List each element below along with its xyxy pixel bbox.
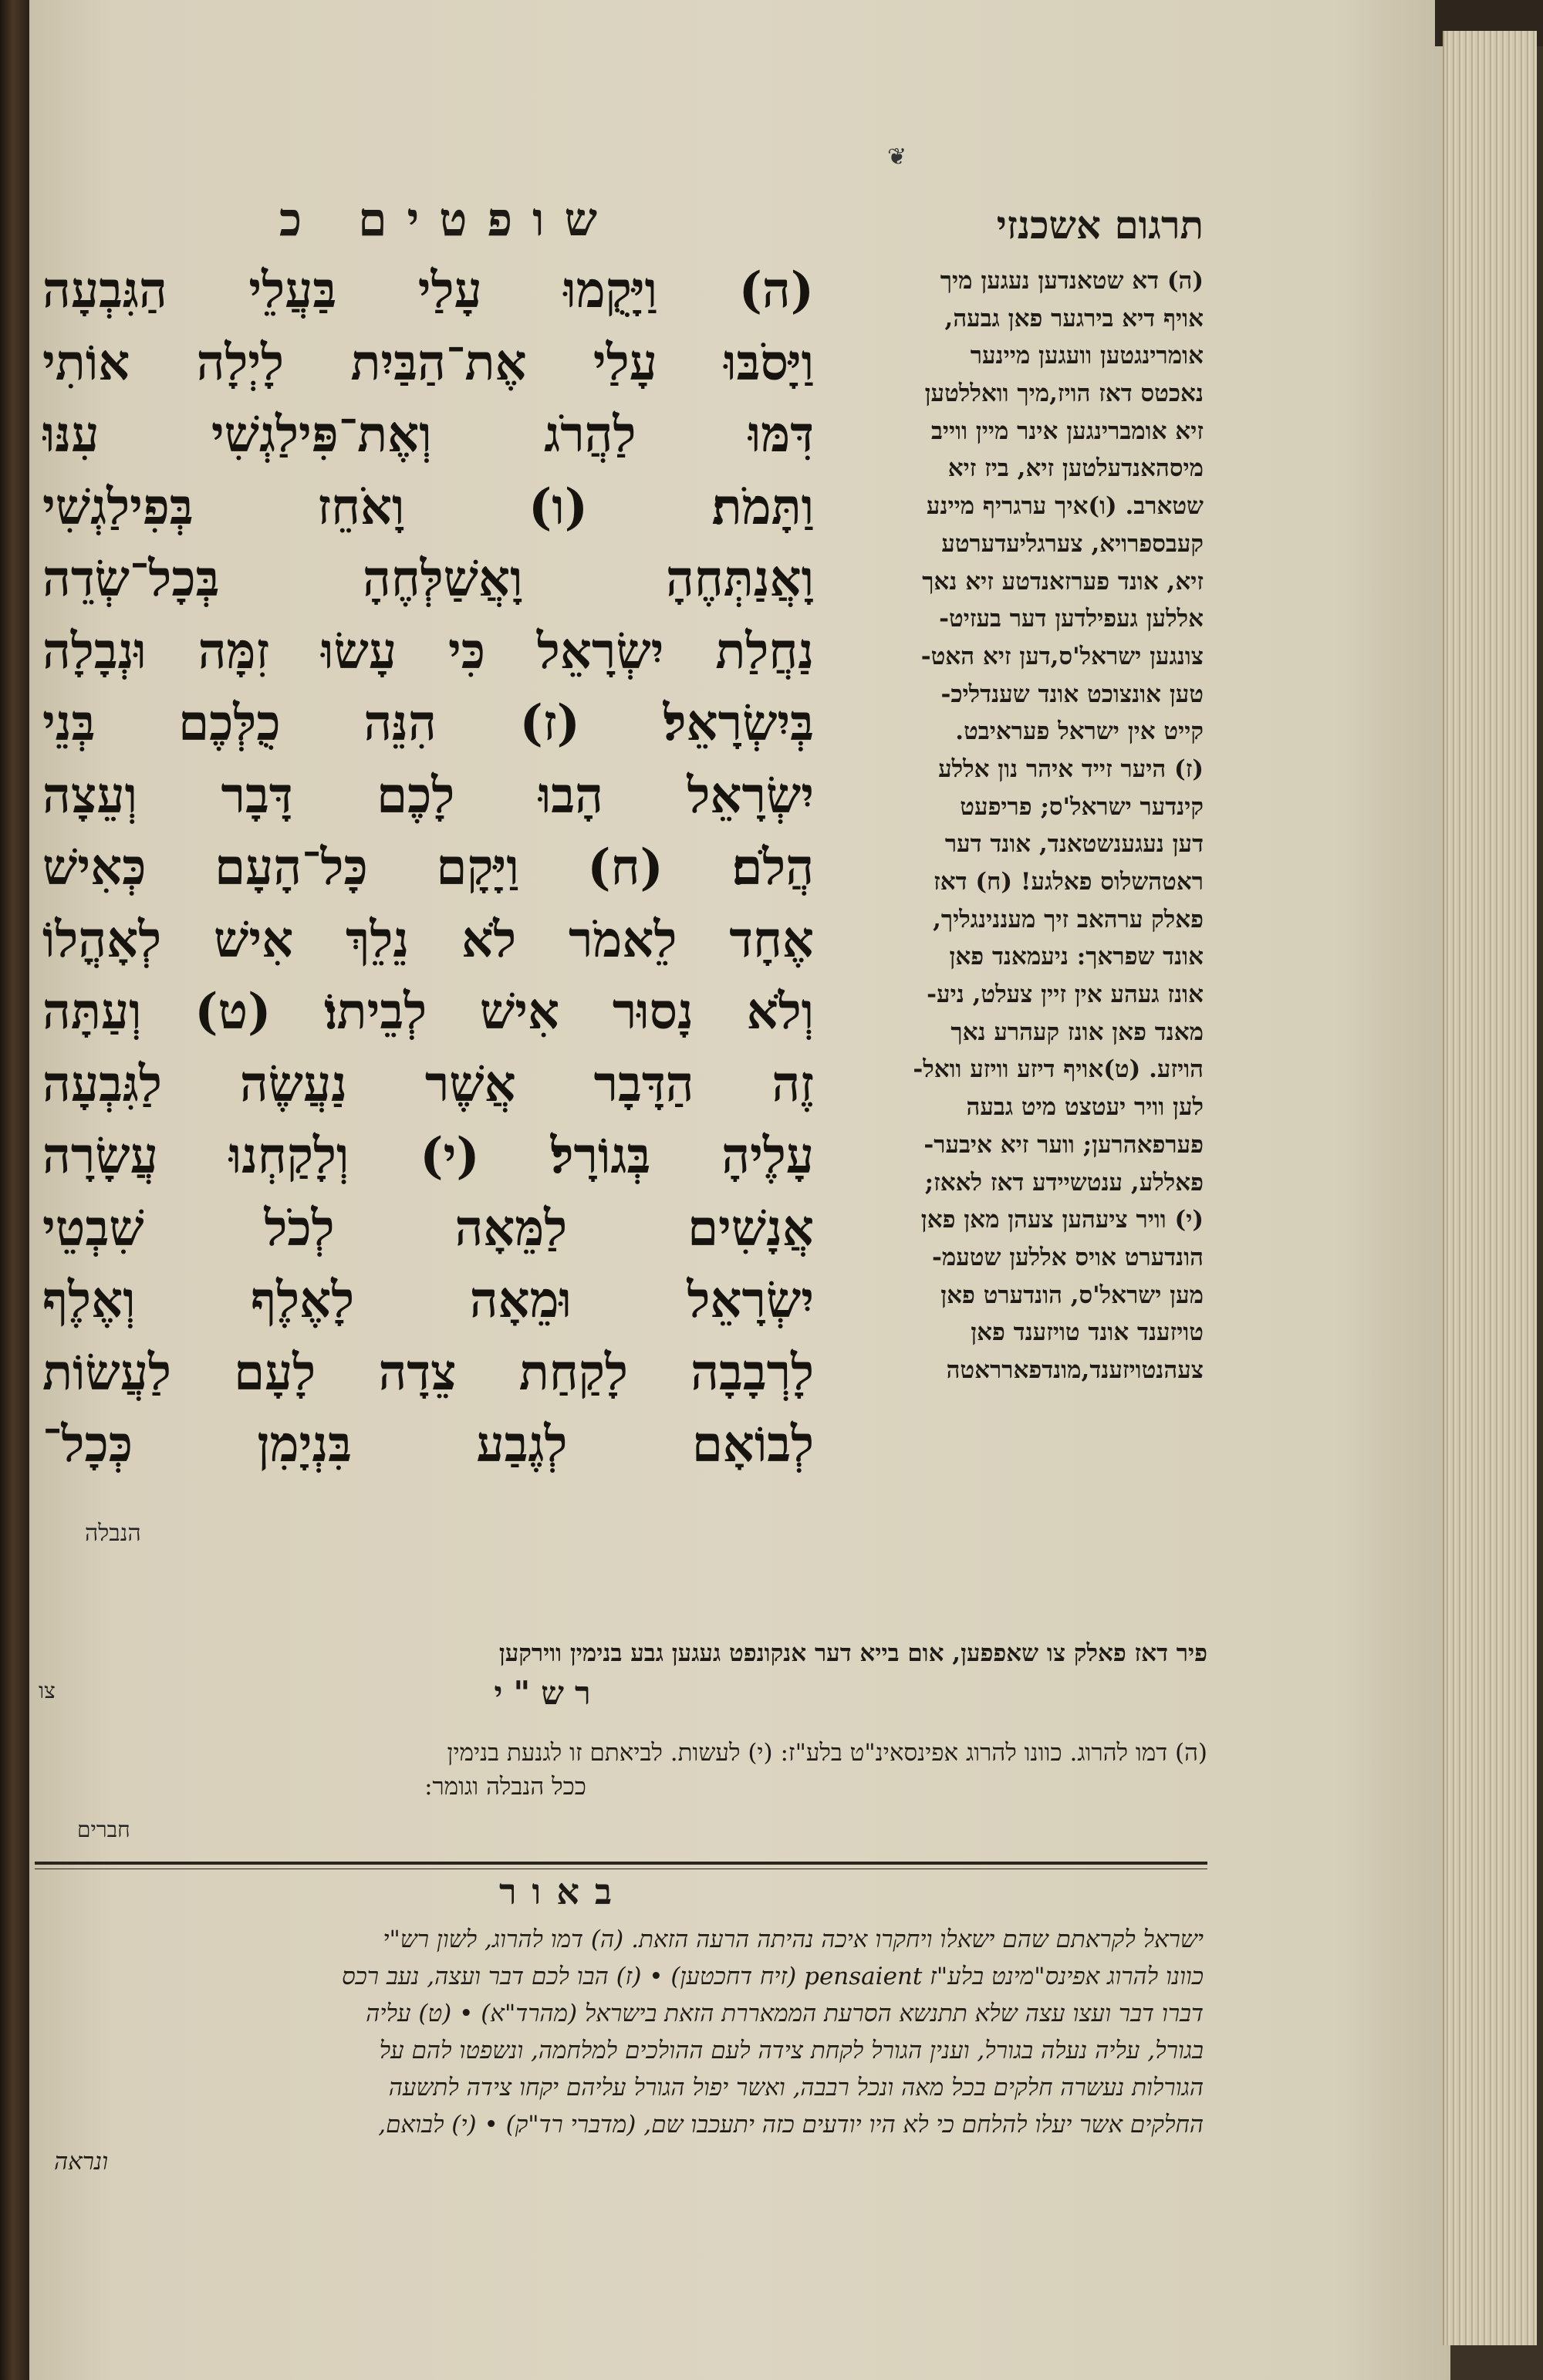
translation-line: ראטהשלוס פאלגע! (ח) דאז <box>934 868 1204 896</box>
translation-line: מען ישראל'ס, הונדערט פאן <box>940 1281 1204 1309</box>
commentary-line: (ה) דמו להרוג. כוונו להרוג אפינסאינ"ט בלע"ז: (י) לעשות. לביאתם זו לגנעת בנימין <box>447 1739 1207 1767</box>
text-line: יִשְׂרָאֵל וּמֵאָה לָאֶלֶף וְאֶלֶף <box>42 1271 814 1329</box>
translation-line: שטארב. (ו)איך ערגריף מיינע <box>926 492 1204 521</box>
translation-full-width-line: פיר דאז פאלק צו שאפפען, אום בייא דער אנקונפט געגען גבע בנימין ווירקען <box>498 1639 1207 1667</box>
translation-line: אללען געפילדען דער בעזיט- <box>939 605 1204 633</box>
translation-line: לען וויר יעטצט מיט גבעה <box>966 1093 1204 1122</box>
translation-line: אומרינגטען וועגען מיינער <box>970 342 1204 370</box>
translation-line: דען נעגענשטאנד, אונד דער <box>944 830 1204 859</box>
book-spine <box>0 0 29 2380</box>
translation-line: טויזענד אונד טויזענד פאן <box>971 1318 1204 1347</box>
catchword-biur: ונראה <box>54 2148 109 2176</box>
running-header-translation: תרגום אשכנזי <box>996 202 1204 248</box>
translation-line: פאללע, ענטשיידע דאז לאאז; <box>924 1168 1204 1197</box>
commentary-line: דברו דבר ועצו עצה שלא תתנשא הסרעת הממאררת הזאת בישראל (מהרד"א) • (ט) עליה <box>366 2000 1204 2027</box>
text-line: יִשְׂרָאֵל הָבוּ לָכֶם דָּבָר וְעֵצָה <box>42 766 814 825</box>
catchword-main: הנבלה <box>85 1520 141 1547</box>
rashi-commentary <box>35 1736 1207 1804</box>
text-line: אֲנָשִׁים לַמֵּאָה לְכֹל שִׁבְטֵי <box>42 1199 814 1258</box>
text-line: בְּיִשְׂרָאֵל׃ (ז) הִנֵּה כֻלְּכֶם בְּנֵי <box>42 694 814 752</box>
commentary-line: בגורל, עליה נעלה בגורל, וענין הגורל לקחת צידה לעם ההולכים למלחמה, ונשפטו להם על <box>379 2037 1204 2064</box>
translation-line: אונז געהע אין זיין צעלט, ניע- <box>927 981 1204 1009</box>
commentary-line: הגורלות נעשרה חלקים בכל מאה ונכל רבבה, ואשר יפול הגורל עליהם יקחו צידה לתשעה <box>388 2074 1204 2101</box>
yiddish-translation-column <box>818 262 1204 1389</box>
biur-heading: באור <box>498 1871 628 1912</box>
text-line: וָאֲנַתְּחֶהָ וָאֲשַׁלְּחֶהָ בְּכָל־שְׂדֵה <box>42 550 814 608</box>
text-line: זֶה הַדָּבָר אֲשֶׁר נַעֲשֶׂה לַגִּבְעָה <box>42 1055 814 1113</box>
translation-line: הונדערט אויס אללען שטעמ- <box>931 1243 1204 1271</box>
rashi-heading: רש"י <box>494 1674 602 1712</box>
text-line: אֶחָד לֵאמֹר לֹא נֵלֵךְ אִישׁ לְאָהֳלוֹ <box>42 910 814 969</box>
text-line: וְלֹא נָסוּר אִישׁ לְבֵיתוֹ׃ (ט) וְעַתָּה <box>42 983 814 1041</box>
translation-line: אונד שפראך: ניעמאנד פאן <box>949 943 1204 971</box>
commentary-line: ככל הנבלה וגומר: <box>424 1773 586 1801</box>
section-divider <box>35 1862 1207 1865</box>
text-line: לָרְבָבָה לָקַחַת צֵדָה לָעָם לַעֲשׂוֹת <box>42 1343 814 1402</box>
translation-line: קינדער ישראל'ס; פריפעט <box>960 792 1204 821</box>
commentary-line: כוונו להרוג אפינס"מינט בלע"ז pensaient (זיח דחכטען) • (ז) הבו לכם דבר ועצה, נעב רכס <box>341 1963 1204 1990</box>
page-edges <box>1443 31 1537 2345</box>
catchword-translation: צו <box>39 1678 56 1703</box>
translation-line: קייט אין ישראל פעראיבט. <box>955 717 1204 746</box>
translation-line: נאכטס דאז הויז,מיך וואללטען <box>924 380 1204 408</box>
translation-line: (ה) דא שטאנדען נעגען מיך <box>940 267 1204 295</box>
translation-line: צונגען ישראל'ס,דען זיא האט- <box>920 642 1204 670</box>
catchword-rashi: חברים <box>77 1817 130 1842</box>
translation-line: פערפאהרען; ווער זיא איבער- <box>923 1130 1204 1159</box>
text-line: לְבוֹאָם לְגֶבַע בִּנְיָמִן כְּכָל־ <box>42 1416 814 1474</box>
text-line: הֲלֹם׃ (ח) וַיָּקָם כָּל־הָעָם כְּאִישׁ <box>42 839 814 896</box>
printer-ornament: ❦ <box>887 143 907 170</box>
text-line: וַתָּמֹת׃ (ו) וָאֹחֵז בְּפִילַגְשִׁי <box>42 478 814 536</box>
translation-line: מיסהאנדעלטען זיא, ביז זיא <box>947 454 1204 483</box>
translation-line: אויף דיא בירגער פאן גבעה, <box>944 304 1204 333</box>
translation-line: מאנד פאן אונז קעהרע נאך <box>950 1018 1204 1046</box>
hebrew-main-text <box>42 255 814 1481</box>
running-header-book: שופטים כ <box>279 193 617 247</box>
text-line: (ה) וַיָּקֻמוּ עָלַי בַּעֲלֵי הַגִּבְעָה <box>42 262 814 319</box>
translation-line: הויזע. (ט)אויף דיזע וויזע וואל- <box>913 1055 1204 1084</box>
translation-line: קעבספרויא, צערגליעדערטע <box>941 529 1204 558</box>
translation-line: (ז) היער זייד איהר נון אללע <box>938 755 1204 783</box>
translation-line: זיא אומברינגען אינר מיין ווייב <box>930 417 1204 445</box>
text-line: דִּמּוּ לַהֲרֹג וְאֶת־פִּילַגְשִׁי עִנּוּ <box>42 406 814 464</box>
translation-line: זיא, אונד פערזאנדטע זיא נאך <box>922 567 1204 596</box>
commentary-line: החלקים אשר יעלו להלחם כי לא היו יודעים כזה יתעכבו שם, (מדברי רד"ק) • (י) לבואם, <box>378 2111 1204 2139</box>
text-line: נַחֲלַת יִשְׂרָאֵל כִּי עָשׂוּ זִמָּה וּנְבָלָה <box>42 622 814 680</box>
text-line: עָלֶיהָ בְּגוֹרָל׃ (י) וְלָקַחְנוּ עֲשָׂרָה <box>42 1127 814 1185</box>
text-line: וַיָּסֹבּוּ עָלַי אֶת־הַבַּיִת לָיְלָה אוֹתִי <box>42 333 814 392</box>
translation-line: צעהנטויזענד,מונדפארראטה <box>946 1355 1204 1384</box>
biur-commentary <box>54 1921 1204 2180</box>
translation-line: פאלק ערהאב זיך מעננינגליך, <box>933 905 1204 933</box>
commentary-line: ישראל לקראתם שהם ישאלו ויחקרו איכה נהיתה הרעה הזאת. (ה) דמו להרוג, לשון רש"י <box>383 1926 1204 1953</box>
translation-line: (י) וויר ציעהען צעהן מאן פאן <box>920 1206 1204 1234</box>
translation-line: טען אונצוכט אונד שענדליכ- <box>940 680 1204 708</box>
